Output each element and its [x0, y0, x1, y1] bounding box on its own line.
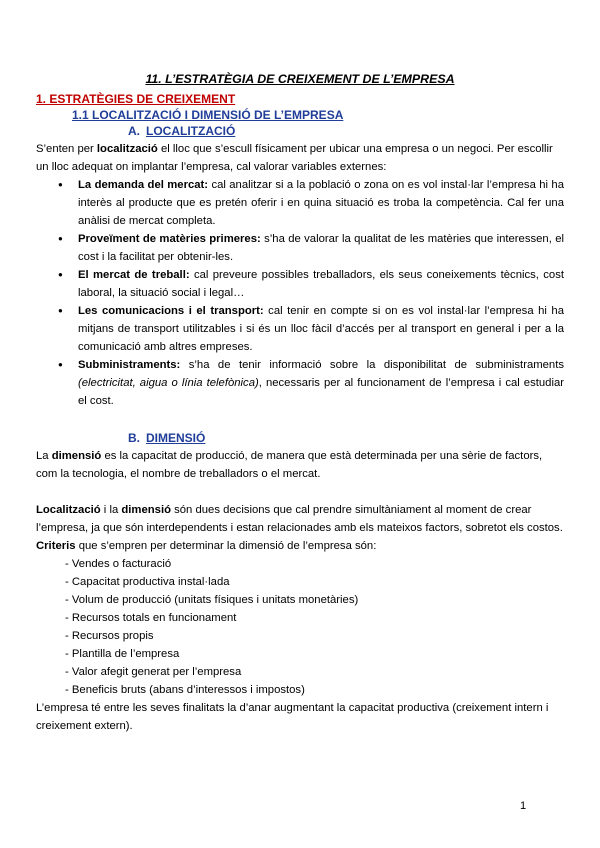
bullet-italic: (electricitat, aigua o línia telefònica) [78, 377, 259, 389]
list-item [78, 302, 564, 356]
intro-term: localització [96, 143, 158, 155]
part-a-title: LOCALITZACIÓ [146, 124, 236, 138]
criteris-term: Criteris [36, 540, 76, 552]
bullet-term: Proveïment de matèries primeres: [78, 233, 261, 245]
subsection-heading: 1.1 LOCALITZACIÓ I DIMENSIÓ DE L’EMPRESA [72, 108, 344, 122]
location-factors-list [36, 176, 564, 410]
list-item: - Capacitat productiva instal·lada [65, 576, 230, 588]
bullet-text: cal tenir en compte si on es vol instal·lar l’empresa hi ha mitjans de transport utilitzables i si és un lloc fàcil d’accés per al transport en general i per a la comunicació amb altres empreses. [78, 305, 564, 353]
list-item: - Plantilla de l’empresa [65, 648, 180, 660]
part-b-title: DIMENSIÓ [146, 431, 206, 445]
locdim-post: són dues decisions que cal prendre simultàniament al moment de crear l’empresa, ja que són interdependents i estan relacionades amb els mateixos factors, sobretot els costos. [36, 504, 563, 534]
bullet-text: cal preveure possibles treballadors, els seus coneixements tècnics, cost laboral, la situació social i legal… [78, 269, 564, 299]
closing-paragraph: L’empresa té entre les seves finalitats la d’anar augmentant la capacitat productiva (creixement intern i creixement extern). [36, 702, 549, 732]
list-item [78, 356, 564, 410]
bullet-term: La demanda del mercat: [78, 179, 209, 191]
part-b-heading [128, 430, 564, 447]
part-a-letter: A. [128, 124, 140, 138]
locdim-term-1: Localització [36, 504, 101, 516]
list-item: - Beneficis bruts (abans d’interessos i impostos) [65, 684, 305, 696]
part-b-letter: B. [128, 431, 140, 445]
dimensio-post: es la capacitat de producció, de manera que està determinada per una sèrie de factors, com la tecnologia, el nombre de treballadors o el mercat. [36, 450, 543, 480]
intro-post: el lloc que s’escull físicament per ubicar una empresa o un negoci. Per escollir un lloc adequat on implantar l’empresa, cal valorar variables externes: [36, 143, 553, 173]
list-item [78, 266, 564, 302]
bullet-term: El mercat de treball: [78, 269, 190, 281]
dimensio-term: dimensió [51, 450, 102, 462]
bullet-text: cal analitzar si a la població o zona on es vol instal·lar l’empresa hi ha interès al producte que es pretén oferir i en quina situació es troba la competència. Cal fer una anàlisi de mercat completa. [78, 179, 564, 227]
bullet-text: , necessaris per al funcionament de l’empresa i cal estudiar el cost. [78, 377, 564, 407]
part-a-heading [128, 123, 564, 140]
dimensio-paragraph [36, 447, 564, 483]
list-item [78, 230, 564, 266]
list-item: - Recursos propis [65, 630, 154, 642]
intro-pre: S’enten per [36, 143, 97, 155]
bullet-text: s’ha de tenir informació sobre la disponibilitat de subministraments [180, 359, 564, 371]
page-number: 1 [520, 800, 527, 812]
spacer [36, 483, 564, 501]
criteris-post: que s’empren per determinar la dimensió de l’empresa són: [75, 540, 377, 552]
list-item: - Recursos totals en funcionament [65, 612, 237, 624]
list-item: - Valor afegit generat per l’empresa [65, 666, 242, 678]
localitzacio-dimensio-paragraph [36, 501, 564, 537]
locdim-term-2: dimensió [121, 504, 171, 516]
document-title: 11. L’ESTRATÈGIA DE CREIXEMENT DE L’EMPRESA [145, 72, 455, 86]
list-item [78, 176, 564, 230]
list-item: - Vendes o facturació [65, 558, 172, 570]
criteris-paragraph [36, 537, 564, 555]
section-heading: 1. ESTRATÈGIES DE CREIXEMENT [36, 92, 236, 106]
bullet-term: Subministraments: [78, 359, 181, 371]
bullet-text: s’ha de valorar la qualitat de les matèries que interessen, el cost i la facilitat per obtenir-les. [78, 233, 564, 263]
dimensio-pre: La [36, 450, 52, 462]
locdim-mid: i la [100, 504, 122, 516]
criteria-list [36, 555, 564, 699]
list-item: - Volum de producció (unitats físiques i unitats monetàries) [65, 594, 359, 606]
bullet-term: Les comunicacions i el transport: [78, 305, 264, 317]
intro-paragraph [36, 140, 564, 176]
